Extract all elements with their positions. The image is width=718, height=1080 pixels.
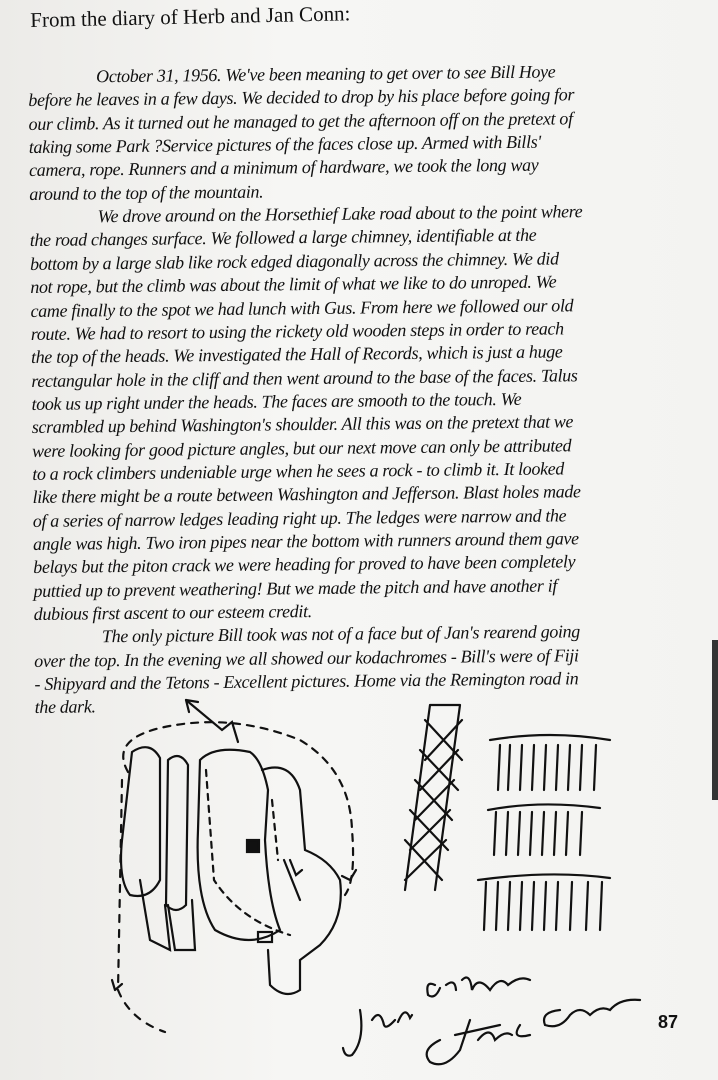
text-line: angle was high. Two iron pipes near the bottom with runners around them gave: [32, 528, 579, 554]
text-line: our climb. As it turned out he managed to get the afternoon off on the pretext of: [28, 107, 573, 134]
page-title: From the diary of Herb and Jan Conn:: [30, 1, 351, 32]
text-line: - Shipyard and the Tetons - Excellent pictures. Home via the Remington road in: [34, 668, 579, 695]
text-line: scrambled up behind Washington's shoulder. All this was on the pretext that we: [31, 411, 574, 438]
text-line: dubious first ascent to our esteem credit.: [33, 601, 312, 625]
mountain-drawing: [112, 722, 356, 1032]
ledges-drawing: [478, 735, 610, 930]
north-arrow-icon: [186, 700, 238, 742]
text-line: came finally to the spot we had lunch with Gus. From here we followed our old: [30, 294, 574, 321]
text-line: puttied up to prevent weathering! But we made the pitch and have another if: [33, 575, 558, 601]
text-line: of a series of narrow ledges leading right up. The ledges were narrow and the: [32, 505, 567, 531]
text-line: route. We had to resort to using the rickety old wooden steps in order to reach: [30, 318, 564, 344]
page-edge: [712, 640, 718, 800]
text-line: The only picture Bill took was not of a face but of Jan's rearend going: [101, 621, 581, 647]
text-line: camera, rope. Runners and a minimum of hardware, we took the long way: [28, 155, 539, 181]
text-line: like there might be a route between Washington and Jefferson. Blast holes made: [32, 481, 581, 508]
text-line: October 31, 1956. We've been meaning to get over to see Bill Hoye: [96, 61, 556, 87]
signature-herb-conn: [427, 1000, 640, 1065]
text-line: taking some Park ?Service pictures of the faces close up. Armed with Bills': [28, 131, 541, 158]
diary-entry: [28, 59, 708, 718]
route-sketch: [0, 680, 718, 1080]
text-line: before he leaves in a few days. We decided to drop by his place before going for: [28, 84, 575, 111]
text-line: not rope, but the climb was about the limit of what we like to do unroped. We: [30, 271, 557, 298]
text-line: took us up right under the heads. The faces are smooth to the touch. We: [31, 388, 522, 414]
text-line: were looking for good picture angles, but our next move can only be attributed: [31, 434, 572, 461]
text-line: We drove around on the Horsethief Lake road about to the point where: [97, 201, 583, 227]
ladder-drawing: [405, 705, 462, 890]
text-line: belays but the piton crack we were heading for proved to have been completely: [33, 551, 576, 578]
text-line: the dark.: [34, 696, 96, 718]
text-line: the top of the heads. We investigated the Hall of Records, which is just a huge: [30, 341, 563, 368]
text-line: rectangular hole in the cliff and then went around to the base of the faces. Talus: [31, 364, 578, 391]
page-number: 87: [658, 1012, 679, 1032]
text-line: bottom by a large slab like rock edged diagonally across the chimney. We did: [29, 248, 559, 274]
text-line: the road changes surface. We followed a large chimney, identifiable at the: [29, 225, 537, 251]
signature-jan-conn: [343, 978, 530, 1056]
text-line: around to the top of the mountain.: [29, 181, 264, 204]
text-line: over the top. In the evening we all showed our kodachromes - Bill's were of Fiji: [34, 645, 579, 671]
text-line: to a rock climbers undeniable urge when he sees a rock - to climb it. It looked: [32, 458, 565, 484]
